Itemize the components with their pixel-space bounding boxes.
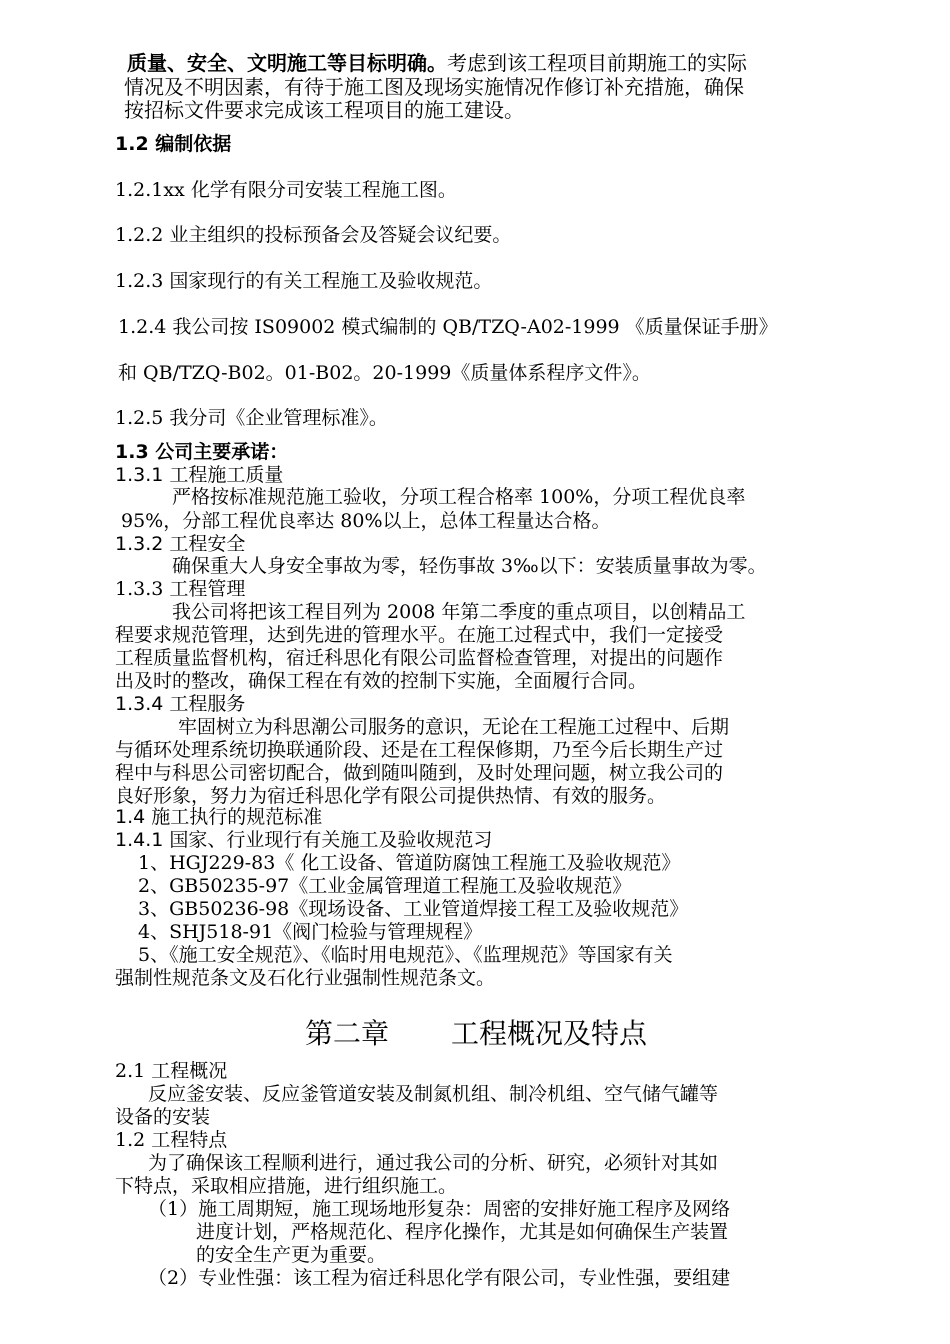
intro-line-2: 情况及不明因素，有待于施工图及现场实施情况作修订补充措施，确保 xyxy=(124,75,744,99)
standard-item-3: 3、GB50236-98《现场设备、工业管道焊接工程工及验收规范》 xyxy=(138,898,689,920)
section-1-4-heading: 1.4 施工执行的规范标准 xyxy=(115,806,323,828)
management-heading: 1.3.3 工程管理 xyxy=(115,578,246,600)
chapter-name: 工程概况及特点 xyxy=(451,1017,648,1050)
feature-1-line-3: 的安全生产更为重要。 xyxy=(196,1244,387,1266)
standard-item-4: 4、SHJ518-91《阀门检验与管理规程》 xyxy=(138,921,483,943)
features-heading: 1.2 工程特点 xyxy=(115,1129,228,1151)
safety-line-1: 确保重大人身安全事故为零，轻伤事故 3‰以下：安装质量事故为零。 xyxy=(172,555,767,577)
intro-bold-lead: 质量、安全、文明施工等目标明确。 xyxy=(127,51,447,75)
standard-item-5-line-2: 强制性规范条文及石化行业强制性规范条文。 xyxy=(115,967,496,989)
service-line-4: 良好形象，努力为宿迁科思化学有限公司提供热情、有效的服务。 xyxy=(115,785,667,807)
intro-line-1 xyxy=(127,53,747,73)
section-2-1-heading: 2.1 工程概况 xyxy=(115,1060,228,1082)
section-1-4-1-heading: 1.4.1 国家、行业现行有关施工及验收规范习 xyxy=(115,829,493,851)
features-line-2: 下特点，采取相应措施，进行组织施工。 xyxy=(115,1175,458,1197)
basis-item-4-line-2: 和 QB/TZQ-B02。01-B02。20-1999《质量体系程序文件》。 xyxy=(118,362,651,384)
basis-item-1: 1.2.1xx 化学有限分司安装工程施工图。 xyxy=(115,179,457,201)
basis-item-3: 1.2.3 国家现行的有关工程施工及验收规范。 xyxy=(115,270,493,292)
basis-item-5: 1.2.5 我分司《企业管理标准》。 xyxy=(115,407,388,429)
standard-item-5-line-1: 5、《施工安全规范》、《临时用电规范》、《监理规范》等国家有关 xyxy=(138,944,673,966)
chapter-number: 第二章 xyxy=(305,1017,390,1050)
feature-2-line-1: （2）专业性强：该工程为宿迁科思化学有限公司，专业性强，要组建 xyxy=(148,1267,731,1289)
management-line-2: 程要求规范管理，达到先进的管理水平。在施工过程式中，我们一定接受 xyxy=(115,624,724,646)
management-line-4: 出及时的整改，确保工程在有效的控制下实施，全面履行合同。 xyxy=(115,670,648,692)
overview-line-1: 反应釜安装、反应釜管道安装及制氮机组、制冷机组、空气储气罐等 xyxy=(148,1083,719,1105)
chapter-title xyxy=(305,1017,648,1050)
section-1-2-heading: 1.2 编制依据 xyxy=(115,133,232,155)
quality-line-2: 95%，分部工程优良率达 80%以上，总体工程量达合格。 xyxy=(121,510,611,532)
management-line-1: 我公司将把该工程目列为 2008 年第二季度的重点项目，以创精品工 xyxy=(172,601,746,623)
quality-heading: 1.3.1 工程施工质量 xyxy=(115,464,284,486)
service-line-2: 与循环处理系统切换联通阶段、还是在工程保修期，乃至今后长期生产过 xyxy=(115,739,724,761)
service-heading: 1.3.4 工程服务 xyxy=(115,693,246,715)
standard-item-2: 2、GB50235-97《工业金属管理道工程施工及验收规范》 xyxy=(138,875,632,897)
features-line-1: 为了确保该工程顺利进行，通过我公司的分析、研究，必须针对其如 xyxy=(148,1152,719,1174)
management-line-3: 工程质量监督机构，宿迁科思化有限公司监督检查管理，对提出的问题作 xyxy=(115,647,724,669)
safety-heading: 1.3.2 工程安全 xyxy=(115,533,246,555)
intro-line-1-rest: 考虑到该工程项目前期施工的实际 xyxy=(447,51,747,75)
quality-line-1: 严格按标准规范施工验收，分项工程合格率 100%，分项工程优良率 xyxy=(172,486,746,508)
basis-item-4-line-1: 1.2.4 我公司按 IS09002 模式编制的 QB/TZQ-A02-1999 《质量保证手册》 xyxy=(118,316,778,338)
intro-line-3: 按招标文件要求完成该工程项目的施工建设。 xyxy=(124,98,524,122)
overview-line-2: 设备的安装 xyxy=(115,1106,211,1128)
standard-item-1: 1、HGJ229-83《 化工设备、管道防腐蚀工程施工及验收规范》 xyxy=(138,852,681,874)
basis-item-2: 1.2.2 业主组织的投标预备会及答疑会议纪要。 xyxy=(115,224,512,246)
service-line-1: 牢固树立为科思潮公司服务的意识，无论在工程施工过程中、后期 xyxy=(178,716,730,738)
feature-1-line-1: （1）施工周期短，施工现场地形复杂：周密的安排好施工程序及网络 xyxy=(148,1198,731,1220)
feature-1-line-2: 进度计划，严格规范化、程序化操作，尤其是如何确保生产装置 xyxy=(196,1221,729,1243)
section-1-3-heading: 1.3 公司主要承诺： xyxy=(115,441,289,463)
service-line-3: 程中与科思公司密切配合，做到随叫随到，及时处理问题，树立我公司的 xyxy=(115,762,724,784)
